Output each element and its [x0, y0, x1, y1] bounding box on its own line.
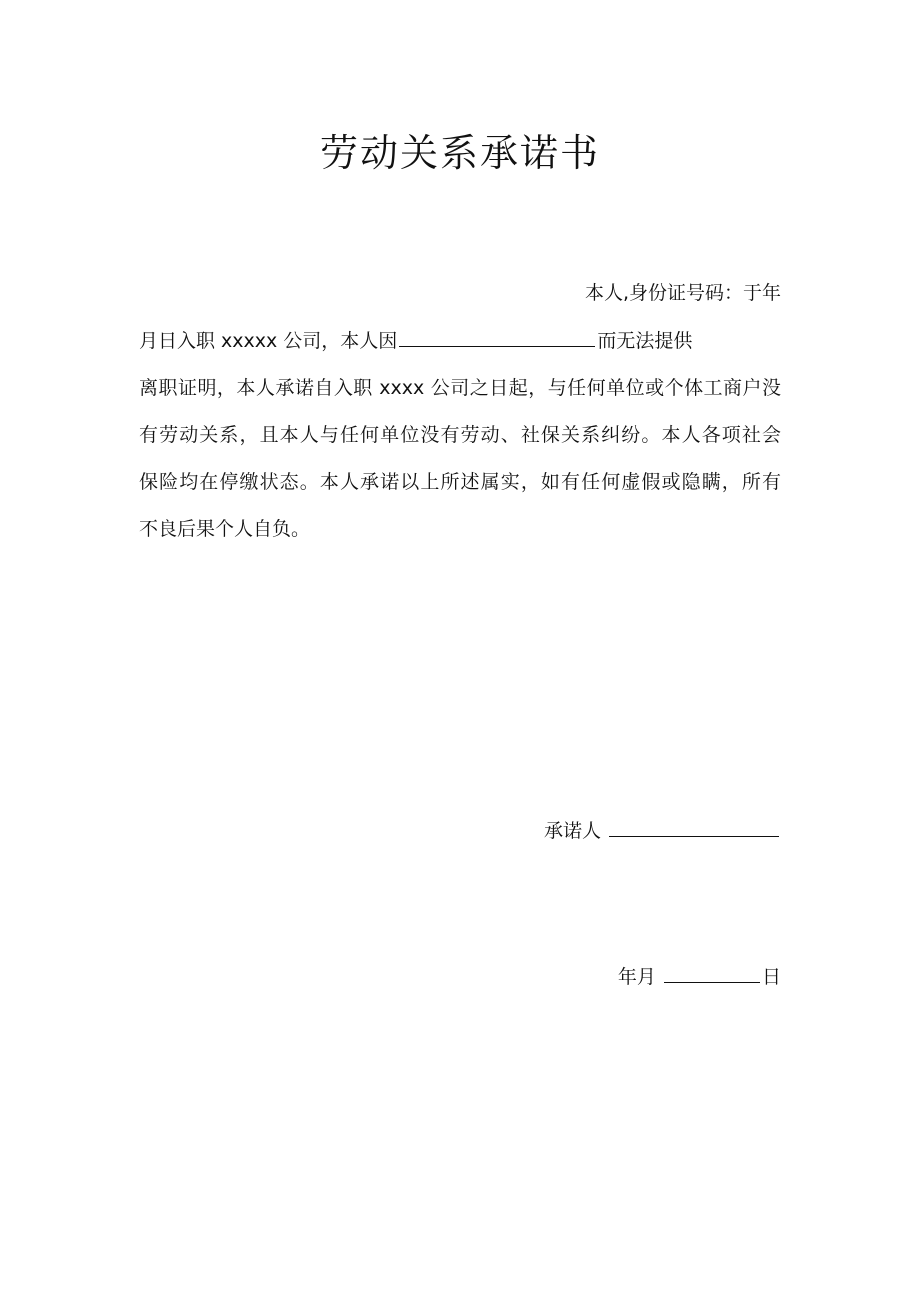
- body-row: 有劳动关系，且本人与任何单位没有劳动、社保关系纠纷。本人各项社会: [139, 424, 781, 446]
- document-title: 劳动关系承诺书: [319, 131, 600, 175]
- commitment-body: [139, 365, 781, 553]
- body-row: 保险均在停缴状态。本人承诺以上所述属实，如有任何虚假或隐瞒，所有: [139, 471, 781, 493]
- reason-blank[interactable]: [399, 328, 595, 347]
- entry-line-start: 月日入职 xxxxx 公司，本人因: [139, 330, 398, 352]
- signature-blank[interactable]: [609, 818, 779, 837]
- entry-line-end: 而无法提供: [597, 330, 693, 352]
- intro-line: 本人,身份证号码：于年: [584, 282, 781, 304]
- signer-label: 承诺人: [543, 820, 601, 842]
- date-prefix: 年月: [617, 966, 656, 988]
- body-row: 不良后果个人自负。: [139, 518, 311, 540]
- signer-line: [544, 818, 781, 844]
- date-line: [618, 964, 781, 990]
- date-blank[interactable]: [664, 964, 760, 983]
- entry-line: [139, 328, 692, 354]
- date-suffix: 日: [761, 966, 781, 988]
- body-row: 离职证明，本人承诺自入职 xxxx 公司之日起，与任何单位或个体工商户没: [139, 377, 781, 399]
